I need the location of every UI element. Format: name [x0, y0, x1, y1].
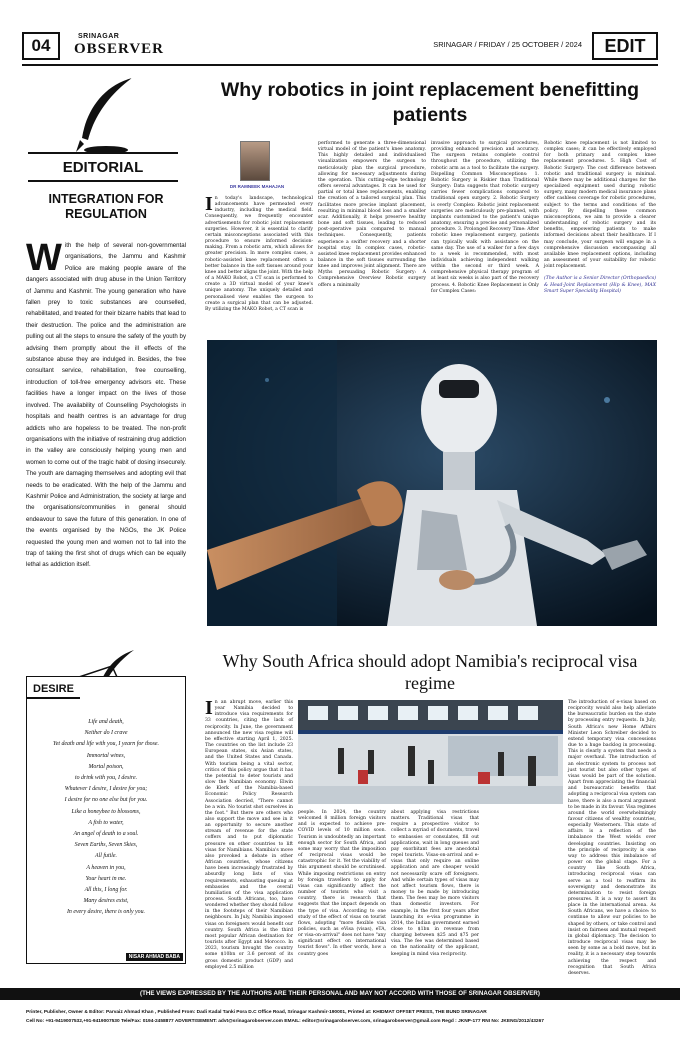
dateline: SRINAGAR / FRIDAY / 25 OCTOBER / 2024	[433, 40, 582, 49]
author-byline: DR RAMNEEK MAHAJAN	[229, 184, 285, 189]
poem-line: A fish to water,	[88, 819, 124, 826]
poem-line: All this, I long for.	[84, 887, 128, 894]
airport-photo	[298, 700, 563, 804]
poem-line: Seven Earths, Seven Skies,	[74, 842, 138, 849]
publication-city: SRINAGAR	[78, 33, 120, 40]
poem-line: Like a honeybee to blossoms,	[71, 808, 141, 815]
poem-line: I desire for no one else but for you.	[64, 797, 148, 804]
second-headline: Why South Africa should adopt Namibia's reciprocal visa regime	[222, 651, 638, 693]
lead-column-4-text: Robotic knee replacement is not limited to complex cases; it can be effectively employed for both primary and complex knee replacement procedures. 5. High Cost of Robotic Surgery: The cost difference between robotic and traditional surgery is minimal. While there may be additional charges for the specialized equipment used during robotic surgery, many modern medical insurance plans offer cashless coverage for robotic procedures, subject to the terms and conditions of the policy. By dispelling these common misconceptions, we aim to provide a clearer understanding of robotic surgery and its benefits, empowering patients to make informed decisions about their healthcare. If I may conclude, your surgeon will engage in a comprehensive discussion encompassing all available knee replacement options, including an assessment of your suitability for robotic joint replacement.	[544, 141, 656, 270]
author-credit: (The Author is a Senior Director (Orthopaedics) & Head-Joint Replacement (Hip & Knee), MAX Smart Super Speciality Hospital)	[544, 276, 656, 294]
poem-line: Mortal poison,	[88, 763, 124, 770]
second-column-1-text: n an abrupt move, earlier this year Namibia decided to introduce visa requirements for 33 countries, citing the lack of reciprocity. In June, the government announced the new visa regime will be effective starting April 1, 2025. The countries on the list include 23 European states, six Asian states, and the United States and Canada. With tourism being a vital sector, critics of this policy argue that it has the potential to deter tourists and slow the Namibian economy. Elwin de Klerk of the Namibia-based Economic Policy Research Association decried, "There cannot be a win. No tourist shot ourselves in the foot." But there are others who also support the move and see in it an opportunity to secure another stream of revenue for the state coffers and to put diplomatic pressure on other countries to lift visas for Namibians. Namibia's move also provoked a debate in other African countries, whose citizens have been increasingly frustrated by absurdly long lists of visa requirements, exhausting queuing at embassies and the overall humiliation of the visa application process. South Africans, too, have wondered whether they should follow in the footsteps of their Namibian neighbours. In July, Namibia imposed visas on foreigners would benefit our country. South Africa is the third most popular African destination for tourists after Egypt and Morocco. In 2023, tourism brought the country some $10bn or 3.6 percent of its gross domestic product (GDP) and employed 2.5 million	[205, 700, 294, 970]
desire-title: DESIRE	[27, 681, 80, 699]
poem-line: Your heart in me.	[85, 875, 127, 882]
poem-line: to drink with you, I desire.	[74, 775, 138, 782]
lead-column-2: performed to generate a three-dimensional virtual model of the patient's knee anatomy. This highly detailed and individualised visualization empowers the surgeon to meticulously plan the surgical procedure, allowing for necessary adjustments during the operation. This cutting-edge technology offers several advantages. It can be used for partial or total knee replacements, enabling the creation of a tailored surgical plan. This facilitates more precise implant placement, resulting in minimal blood loss and a smaller scar. Additionally, it helps preserve healthy bone and soft tissues, leading to reduced post-operative pain compared to manual techniques. Consequently, patients experience a swifter recovery and a shorter hospital stay. In complex cases, robotic-assisted knee replacement provides enhanced balance in the soft tissues surrounding the knee and improves joint alignment. There are Myths persuading Robotic Surgery: A Comprehensive Overview Robotic surgery offers a minimally	[318, 141, 426, 288]
editorial-body	[26, 237, 186, 571]
robot-surgery-photo	[207, 340, 657, 626]
masthead	[22, 32, 658, 62]
editorial-headline: INTEGRATION FOR REGULATION	[48, 192, 164, 221]
second-drop-cap: I	[205, 697, 213, 719]
page-number: 04	[22, 32, 60, 60]
poem-line: In every desire, there is only you.	[66, 909, 146, 916]
lead-drop-cap: I	[205, 193, 213, 215]
publication-name: OBSERVER	[74, 41, 164, 57]
poem-line: Life and death,	[88, 719, 124, 725]
poem-line: Whatever I desire, I desire for you;	[64, 786, 148, 793]
editorial-text: ith the help of several non-governmental organisations, the Jammu and Kashmir Police are making people aware of the dangers associated with drug abuse in the Union Territory of Jammu and Kashmir. The young generation who have fallen prey to toxic substances are counselled, rehabilitated, and treated for their bizarre habits that lead to their destruction. The police and the administration are pulling out all the steps to ensure the safety of the youth by advising them promptly about the ill effects of the substance abuse they are indulged in. Besides, the free consultant service, rehabilitation, free counselling, introduction of toll-free emergency advisors etc. These facilities have a longer impact on the lives of those involved. The availability of Counselling Psychologists in hospitals and health centres is an advantage for drug addicts who are hopeless to be treated. The non-profit organisations with the initiative of restraining drug addiction in the valley are consciously helping young men and women to come out of the tragic habit of dosing insecurely. The youth are damaging themselves and adopting evil that needs to be eradicated. With the help of the Jammu and Kashmir Police and Administration, the society at large and the organisations/communities in general should endeavour to save the future of this generation. In one of the events organised by the NGOs, the JK Police requested the young men and women not to fall into the trap of taking the first shot of drugs which can be equally lethal as addiction itself.	[26, 242, 186, 569]
poem-line: An angel of death to a soul.	[73, 831, 139, 838]
poem-line: Yet death and life with you, I yearn for those.	[53, 741, 159, 748]
editorial-label: EDITORIAL	[28, 152, 178, 182]
poem-line: Neither do I crave	[84, 730, 128, 737]
header-divider	[22, 64, 658, 66]
poem-line: All futile.	[95, 853, 117, 860]
imprint-line-2: Cell No: +91-9419007532,+91-9419007530 Tele/Fax: 0194-2458877 ADVERTISEMENT: advt@srinagarobserver.com EMAIL: editor@srinagarobserver.com, srinagarobserver@gmail.com Regd : JKNP-177 RNI No: JKENG/2012/43267	[26, 1019, 544, 1024]
second-column-4: The introduction of e-visas based on reciprocity would also help alleviate the bureaucratic burden on the state by processing entry requests. In July, South Africa's new Home Affairs Minister Leon Schreiber decided to extend temporary visa concessions due to a huge backlog in processing. This is clearly a system that needs a major overhaul. The introduction of an electronic system to process not just tourist but also other types of visas would be part of the solution. Apart from appreciating the financial and bureaucratic benefits that adopting a reciprocal visa system can have, there is also a moral argument to be made in its favour. Visa regimes around the world overwhelmingly favour citizens of wealthy countries, especially Westerners. This state of affairs is a reflection of the imbalance the West wields over developing countries. Insisting on the principle of reciprocity is one way to address this imbalance of power on the global stage. For a country like South Africa, introducing reciprocal visas can serve as a tool to reaffirm its sovereignty and demonstrate its determination to resist foreign pressures. It is a way to assert its place in the international arena. As South Africans, we have a choice: to continue to allow our policies to be shaped by others, or take control and insist on fairness and mutual respect in global diplomacy. The decision to introduce reciprocal visas may be seen by some as a bold move, but in reality, it is a necessary step towards achieving the respect and recognition that South Africa deserves.	[568, 700, 656, 976]
second-column-1	[205, 697, 294, 971]
desire-poem-box	[26, 676, 186, 964]
lead-column-3: invasive approach to surgical procedures, providing enhanced precision and accuracy. The surgeon retains complete control throughout the procedure, utilizing the robotic arm as a tool to facilitate the surgery. Dispelling Common Misconceptions: 1. Robotic Surgery is Riskier than Traditional Surgery: Data suggests that robotic surgery carries fewer complications compared to traditional open surgery. 2. Robotic Surgery is overly Complex: Robotic joint replacement surgeries are meticulously pre-planned, with implants customized to the patient's unique anatomy, ensuring a precise and personalized procedure. 3. Prolonged Recovery Time: After robotic knee replacement surgery, patients can typically walk with assistance on the same day. The use of a walker for a few days to a week is recommended, with most individuals achieving independent walking within the second or third week. A comprehensive physical therapy program of at least six weeks is also part of the recovery process. 4. Robotic Knee Replacement is Only for Complex Cases:	[431, 141, 539, 294]
second-column-3: about applying visa restrictions matters. Traditional visas that require a prospective visitor to collect a myriad of documents, travel to embassies or consulates, fill out applications, wait in long queues and pay exorbitant fees are anecdotal repel tourists. Visas-on-arrival and e-visas that only require an online application and are cheaper would not necessarily scare off foreigners. And while certain types of visas may not affect tourism flows, there is money to be made by introducing them. The fees may be more visitors than domestic investors. For example, in the first four years after launching its e-visa programme in 2014, the Indian government earned close to $1bn in revenue from charging between $25 and $75 per visa. The fee was determined based on the nationality of the applicant, keeping in mind visa reciprocity.	[391, 810, 479, 957]
editorial-drop-cap: W	[26, 237, 62, 279]
poem-text	[27, 717, 185, 919]
author-photo	[240, 141, 270, 181]
poem-line: Many desires exist,	[83, 898, 129, 905]
poem-line: Immortal wines,	[86, 752, 126, 759]
second-column-2: people. In 2024, the country welcomed 8 million foreign visitors and is expected to achieve pre-COVID levels of 10 million soon. Tourism is undoubtedly an important enough sector for South Africa, and some may worry that the imposition of reciprocal visas would be catastrophic for it. Yet the viability of this argument should be scrutinised. While imposing restrictions on entry by foreign travellers to apply for visas can significantly affect the number of tourists who visit a country, there is research that suggests that the impact depends on the type of visa. According to one study of the effect of visas on tourist flows, adopting "more flexible visa policies, such as eVisa (visas), eTA, or visa-on-arrival" does not have "any significant effect on international tourist flows". In other words, how a country goes	[298, 810, 386, 957]
poem-line: A heaven in you,	[86, 864, 126, 871]
lead-column-1	[205, 193, 313, 313]
quill-pen-icon	[72, 76, 138, 156]
section-tag: EDIT	[592, 32, 658, 60]
lead-column-4	[544, 141, 656, 295]
lead-column-1-text: n today's landscape, technological advancements have permeated every industry, including the medical field. Consequently, we frequently encounter advertisements for robotic joint replacement surgeries. However, it is essential to clarify certain misconceptions associated with this procedure to ensure informed decision-making. From a robotic arm, which allows for greater precision. In more complex cases, a robotic-assisted knee replacement offers a better balance in the soft tissues around your knee and better aligns the joint. With the help of a MAKO Robot, a CT scan is performed to create a 3D virtual model of your knee's unique anatomy. The uniquely detailed and personalised view enables the surgeon to create a surgical plan that can be adjusted. By utilizing the MAKO Robot, a CT scan is	[205, 196, 313, 312]
poet-name: NISAR AHMAD BABA	[126, 953, 183, 961]
imprint-line-1: Printer, Publisher, Owner & Editor: Parvaiz Ahmad Khan , Published From: Dadi Kadal Tanki Pora D.C Office Road, Srinagar Kashmir-190001, Printed at: KHIDMAT OFFSET PRESS, THE BUND SRINAGAR	[26, 1010, 487, 1015]
lead-headline: Why robotics in joint replacement benefitting patients	[220, 79, 640, 126]
disclaimer-bar: (THE VIEWS EXPRESSED BY THE AUTHORS ARE THEIR PERSONAL AND MAY NOT ACCORD WITH THOSE OF SRINAGAR OBSERVER)	[0, 988, 680, 1000]
